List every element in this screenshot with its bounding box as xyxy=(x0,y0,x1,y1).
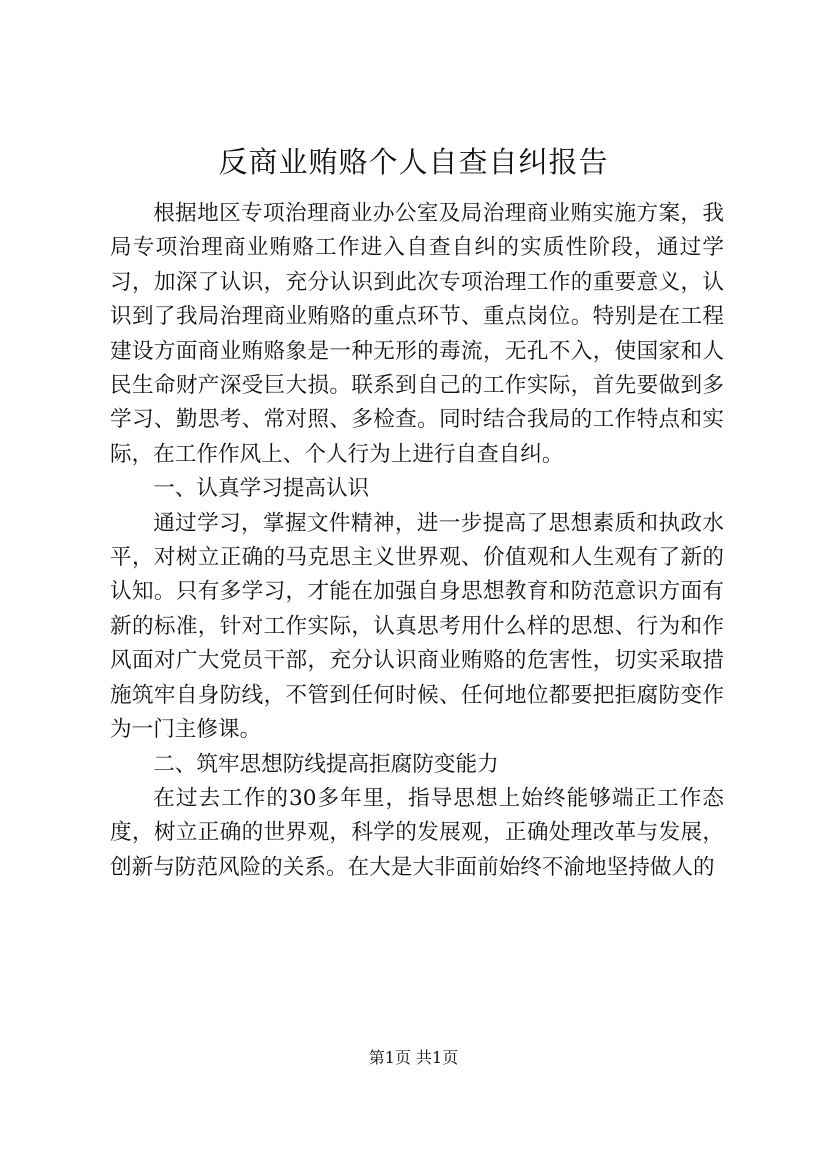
section-heading-2: 二、筑牢思想防线提高拒腐防变能力 xyxy=(153,751,499,777)
paragraph-intro: 根据地区专项治理商业办公室及局治理商业贿实施方案，我局专项治理商业贿赂工作进入自查自纠的实质性阶段，通过学习，加深了认识，充分认识到此次专项治理工作的重要意义，认识到了我局治理商业贿赂的重点环节、重点岗位。特别是在工程建设方面商业贿赂象是一种无形的毒流，无孔不入，使国家和人民生命财产深受巨大损。联系到自己的工作实际，首先要做到多学习、勤思考、常对照、多检查。同时结合我局的工作特点和实际，在工作作风上、个人行为上进行自查自纠。 xyxy=(110,201,724,467)
document-body xyxy=(110,197,724,885)
document-title: 反商业贿赂个人自查自纠报告 xyxy=(218,145,609,179)
page-footer: 第1页 共1页 xyxy=(368,1048,459,1067)
paragraph-section-1: 通过学习，掌握文件精神，进一步提高了思想素质和执政水平，对树立正确的马克思主义世界观、价值观和人生观有了新的认知。只有多学习，才能在加强自身思想教育和防范意识方面有新的标准，针对工作实际，认真思考用什么样的思想、行为和作风面对广大党员干部，充分认识商业贿赂的危害性，切实采取措施筑牢自身防线，不管到任何时候、任何地位都要把拒腐防变作为一门主修课。 xyxy=(110,510,724,743)
section-heading-1: 一、认真学习提高认识 xyxy=(153,476,370,502)
paragraph-section-2: 在过去工作的30多年里，指导思想上始终能够端正工作态度，树立正确的世界观，科学的发展观，正确处理改革与发展，创新与防范风险的关系。在大是大非面前始终不渝地坚持做人的 xyxy=(110,785,724,880)
